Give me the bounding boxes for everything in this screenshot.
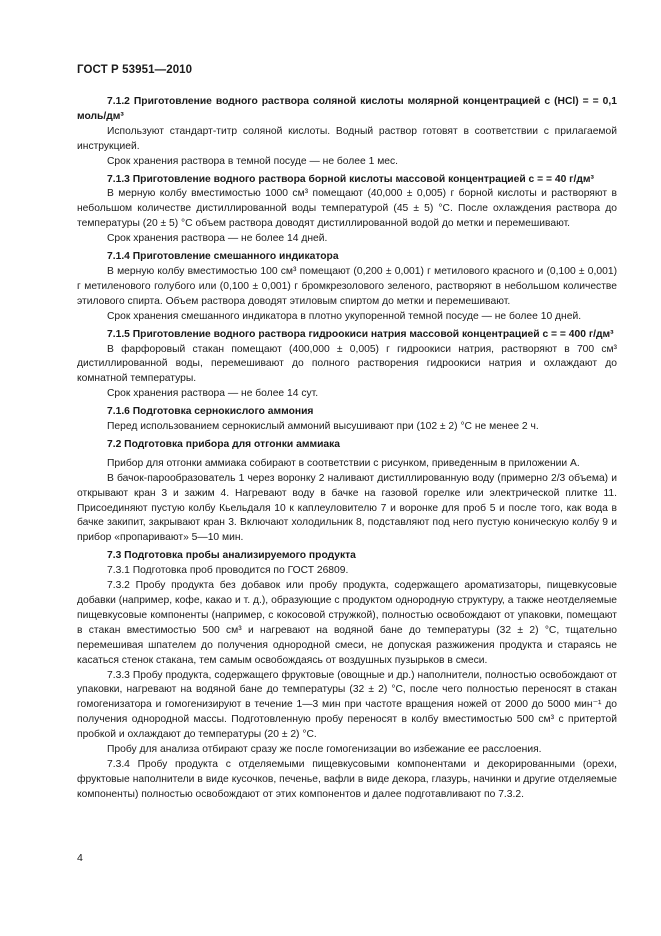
paragraph: В бачок-парообразователь 1 через воронку 2 наливают дистиллированную воду (примерно 2/3 объема) и открывают кран 3 и зажим 4. Нагревают воду в бачке на газовой горелке или электрической плитке 11. Присоединяют пустую колбу Кьельдаля 10 к каплеуловителю 7 и воронке для проб 5 и после того, как вода в бачке закипит, закрывают кран 3. Включают холодильник 8, подставляют под него пустую коническую колбу 9 и прибор «пропаривают» 5—10 мин. bbox=[77, 472, 617, 544]
document-header: ГОСТ Р 53951—2010 bbox=[77, 64, 193, 76]
paragraph: 7.3.2 Пробу продукта без добавок или пробу продукта, содержащего ароматизаторы, пищевкусовые добавки (например, кофе, какао и т. д.), образующие с продуктом однородную структуру, а также неотделяемые пищевкусовые компоненты (например, с кокосовой стружкой), полностью освобождают от упаковки, помещают в стакан вместимостью 500 см³ и нагревают на водяной бане до температуры (32 ± 2) °С, тщательно перемешивая шпателем до получения однородной смеси, не допуская разжижения продукта и стараясь не касаться стенок стакана, тем самым освобождаясь от воздушных пузырьков в смеси. bbox=[77, 580, 617, 666]
paragraph: 7.3.1 Подготовка проб проводится по ГОСТ 26809. bbox=[107, 565, 349, 577]
paragraph: Прибор для отгонки аммиака собирают в соответствии с рисунком, приведенным в приложении А. bbox=[107, 457, 580, 469]
paragraph: Срок хранения раствора в темной посуде — не более 1 мес. bbox=[107, 155, 399, 167]
paragraph: 7.3.4 Пробу продукта с отделяемыми пищевкусовыми компонентами и декорированными (орехи, фруктовые наполнители в виде кусочков, печенье, вафли в виде декора, глазурь, начинки и другие отделяемые компоненты) полностью освобождают от этих компонентов и далее подготавливают по 7.3.2. bbox=[77, 758, 617, 800]
section-heading: 7.1.6 Подготовка сернокислого аммония bbox=[107, 406, 314, 418]
paragraph: Используют стандарт-титр соляной кислоты. Водный раствор готовят в соответствии с прилагаемой инструкцией. bbox=[77, 125, 617, 152]
section-heading: 7.1.4 Приготовление смешанного индикатора bbox=[107, 251, 339, 263]
paragraph: 7.3.3 Пробу продукта, содержащего фруктовые (овощные и др.) наполнители, полностью освобождают от упаковки, нагревают на водяной бане до температуры (32 ± 2) °С, после чего полностью переносят в стакан гомогенизатора и гомогенизируют в течение 1—3 мин при частоте вращения ножей от 2000 до 5000 мин⁻¹ до получения однородной массы. Подготовленную пробу переносят в колбу вместимостью 500 см³ с притертой пробкой и охлаждают до температуры (20 ± 2) °С. bbox=[77, 669, 617, 741]
paragraph: Срок хранения смешанного индикатора в плотно укупоренной темной посуде — не более 10 дней. bbox=[107, 310, 582, 322]
paragraph: В мерную колбу вместимостью 100 см³ помещают (0,200 ± 0,001) г метилового красного и (0,100 ± 0,001) г метиленового голубого или (0,100 ± 0,001) г бромкрезолового зеленого, растворяют в небольшом количестве этилового спирта. Объем раствора доводят этиловым спиртом до метки и перемешивают. bbox=[77, 265, 617, 307]
paragraph: В мерную колбу вместимостью 1000 см³ помещают (40,000 ± 0,005) г борной кислоты и растворяют в небольшом количестве дистиллированной воды температурой (45 ± 5) °С. После охлаждения раствора до температуры (20 ± 5) °С объем раствора доводят дистиллированной водой до метки и перемешивают. bbox=[77, 188, 617, 230]
paragraph: Срок хранения раствора — не более 14 сут. bbox=[107, 388, 319, 400]
section-heading: 7.1.3 Приготовление водного раствора борной кислоты массовой концентрацией c = = 40 г/дм³ bbox=[107, 173, 594, 185]
section-heading: 7.2 Подготовка прибора для отгонки аммиака bbox=[107, 438, 341, 450]
paragraph: Срок хранения раствора — не более 14 дней. bbox=[107, 233, 328, 245]
section-heading: 7.3 Подготовка пробы анализируемого продукта bbox=[107, 550, 356, 562]
paragraph: Пробу для анализа отбирают сразу же после гомогенизации во избежание ее расслоения. bbox=[107, 744, 542, 756]
section-heading: 7.1.2 Приготовление водного раствора соляной кислоты молярной концентрацией c (HCl) = = 0,1 моль/дм³ bbox=[77, 96, 617, 122]
page-number: 4 bbox=[77, 852, 83, 864]
paragraph: Перед использованием сернокислый аммоний высушивают при (102 ± 2) °С не менее 2 ч. bbox=[107, 421, 539, 433]
section-heading: 7.1.5 Приготовление водного раствора гидроокиси натрия массовой концентрацией c = = 400 г/дм³ bbox=[107, 328, 614, 340]
document-body bbox=[77, 92, 617, 803]
paragraph: В фарфоровый стакан помещают (400,000 ± 0,005) г гидроокиси натрия, растворяют в 700 см³ дистиллированной воды, перемешивают до полного растворения гидроокиси натрия и охлаждают до комнатной температуры. bbox=[77, 343, 617, 385]
